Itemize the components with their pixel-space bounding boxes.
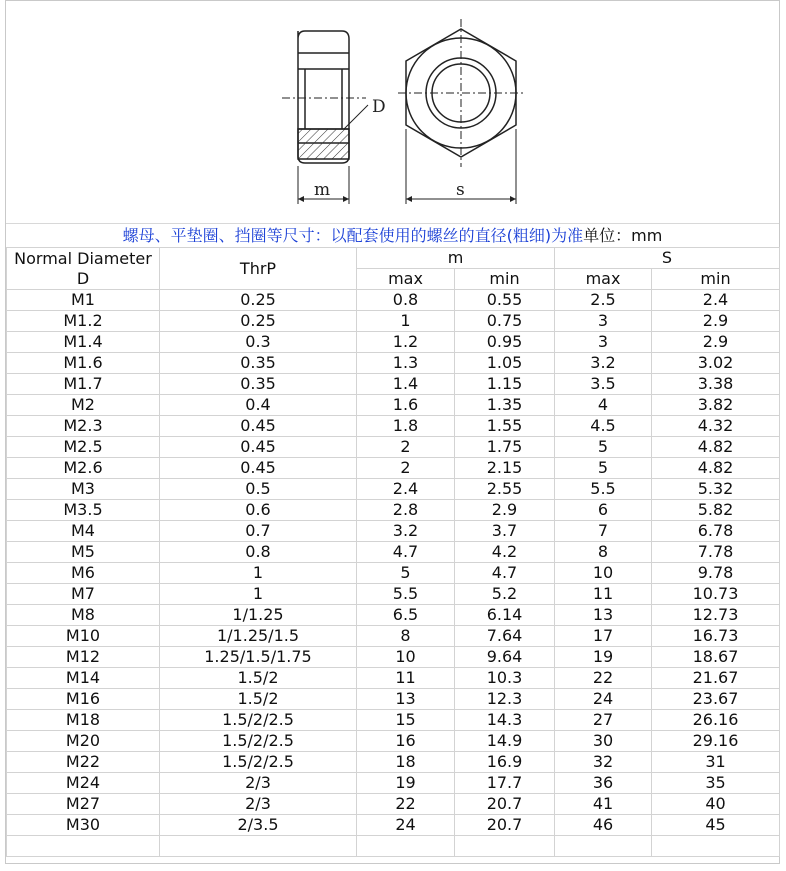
table-row — [7, 374, 780, 395]
cell-m-max: 4.7 — [357, 542, 455, 563]
cell-s-min: 21.67 — [652, 668, 780, 689]
cell-s-max: 2.5 — [555, 290, 652, 311]
cell-s-max: 32 — [555, 752, 652, 773]
table-row — [7, 458, 780, 479]
cell-s-max: 19 — [555, 647, 652, 668]
cell-thread-pitch: 0.25 — [160, 311, 357, 332]
cell-thread-pitch: 1.5/2/2.5 — [160, 710, 357, 731]
cell-m-min: 16.9 — [455, 752, 555, 773]
cell-s-min: 45 — [652, 815, 780, 836]
table-row — [7, 731, 780, 752]
cell-s-min: 12.73 — [652, 605, 780, 626]
cell-m-min: 1.35 — [455, 395, 555, 416]
table-row — [7, 689, 780, 710]
cell-m-max: 2 — [357, 437, 455, 458]
cell-m-min: 14.9 — [455, 731, 555, 752]
table-row — [7, 626, 780, 647]
cell-m-min: 14.3 — [455, 710, 555, 731]
cell-s-min: 3.38 — [652, 374, 780, 395]
cell-diameter: M30 — [7, 815, 160, 836]
cell-thread-pitch: 1.5/2/2.5 — [160, 752, 357, 773]
cell-diameter: M7 — [7, 584, 160, 605]
table-row — [7, 668, 780, 689]
cell-thread-pitch: 2/3 — [160, 773, 357, 794]
cell-diameter: M2.6 — [7, 458, 160, 479]
cell-m-max: 0.8 — [357, 290, 455, 311]
cell-m-max: 1.6 — [357, 395, 455, 416]
cell-m-min: 6.14 — [455, 605, 555, 626]
cell-s-max: 7 — [555, 521, 652, 542]
cell-s-min: 2.9 — [652, 311, 780, 332]
cell-m-max: 19 — [357, 773, 455, 794]
cell-m-max: 3.2 — [357, 521, 455, 542]
cell-thread-pitch: 0.45 — [160, 416, 357, 437]
cell-diameter: M1.4 — [7, 332, 160, 353]
cell-m-min: 10.3 — [455, 668, 555, 689]
nut-front-view — [398, 19, 526, 204]
cell-thread-pitch: 1 — [160, 584, 357, 605]
table-row — [7, 647, 780, 668]
cell-s-min: 7.78 — [652, 542, 780, 563]
cell-s-max: 5 — [555, 437, 652, 458]
cell-empty — [7, 836, 160, 857]
cell-diameter: M27 — [7, 794, 160, 815]
cell-diameter: M20 — [7, 731, 160, 752]
cell-s-min: 5.32 — [652, 479, 780, 500]
header-diameter: Normal Diameter D — [7, 248, 160, 290]
cell-empty — [357, 836, 455, 857]
cell-thread-pitch: 1/1.25/1.5 — [160, 626, 357, 647]
cell-m-max: 16 — [357, 731, 455, 752]
cell-m-max: 24 — [357, 815, 455, 836]
cell-thread-pitch: 0.35 — [160, 374, 357, 395]
cell-diameter: M6 — [7, 563, 160, 584]
cell-thread-pitch: 1/1.25 — [160, 605, 357, 626]
cell-m-min: 7.64 — [455, 626, 555, 647]
cell-s-max: 22 — [555, 668, 652, 689]
table-row — [7, 584, 780, 605]
nut-dimension-table — [6, 247, 780, 857]
cell-s-max: 6 — [555, 500, 652, 521]
cell-m-max: 1.8 — [357, 416, 455, 437]
cell-m-max: 8 — [357, 626, 455, 647]
cell-empty — [160, 836, 357, 857]
table-row — [7, 794, 780, 815]
table-row — [7, 416, 780, 437]
cell-s-max: 30 — [555, 731, 652, 752]
cell-diameter: M1.7 — [7, 374, 160, 395]
table-row — [7, 773, 780, 794]
cell-thread-pitch: 1.5/2 — [160, 668, 357, 689]
cell-m-min: 20.7 — [455, 794, 555, 815]
cell-s-min: 2.4 — [652, 290, 780, 311]
cell-diameter: M3 — [7, 479, 160, 500]
cell-m-max: 2.8 — [357, 500, 455, 521]
table-row — [7, 353, 780, 374]
cell-thread-pitch: 1.5/2 — [160, 689, 357, 710]
cell-m-min: 2.15 — [455, 458, 555, 479]
cell-m-min: 3.7 — [455, 521, 555, 542]
cell-s-min: 9.78 — [652, 563, 780, 584]
cell-diameter: M2.3 — [7, 416, 160, 437]
table-row — [7, 815, 780, 836]
cell-s-max: 5 — [555, 458, 652, 479]
cell-s-min: 23.67 — [652, 689, 780, 710]
cell-thread-pitch: 0.25 — [160, 290, 357, 311]
spec-sheet — [5, 0, 780, 864]
table-row — [7, 290, 780, 311]
cell-s-max: 11 — [555, 584, 652, 605]
header-s: S — [555, 248, 780, 269]
table-row — [7, 479, 780, 500]
cell-s-min: 6.78 — [652, 521, 780, 542]
cell-thread-pitch: 0.35 — [160, 353, 357, 374]
cell-s-min: 4.32 — [652, 416, 780, 437]
cell-s-min: 4.82 — [652, 437, 780, 458]
cell-thread-pitch: 0.45 — [160, 458, 357, 479]
cell-m-max: 10 — [357, 647, 455, 668]
cell-diameter: M4 — [7, 521, 160, 542]
table-row — [7, 605, 780, 626]
table-row — [7, 311, 780, 332]
cell-m-max: 1.4 — [357, 374, 455, 395]
cell-diameter: M3.5 — [7, 500, 160, 521]
cell-s-min: 26.16 — [652, 710, 780, 731]
cell-diameter: M1 — [7, 290, 160, 311]
cell-m-max: 5.5 — [357, 584, 455, 605]
cell-s-min: 40 — [652, 794, 780, 815]
cell-s-max: 13 — [555, 605, 652, 626]
cell-m-max: 11 — [357, 668, 455, 689]
cell-thread-pitch: 0.45 — [160, 437, 357, 458]
cell-m-min: 2.55 — [455, 479, 555, 500]
cell-m-max: 1 — [357, 311, 455, 332]
table-row — [7, 437, 780, 458]
header-m-min: min — [455, 269, 555, 290]
cell-diameter: M2 — [7, 395, 160, 416]
cell-m-max: 22 — [357, 794, 455, 815]
cell-thread-pitch: 0.5 — [160, 479, 357, 500]
cell-s-max: 3.2 — [555, 353, 652, 374]
cell-s-max: 4.5 — [555, 416, 652, 437]
cell-m-max: 6.5 — [357, 605, 455, 626]
cell-m-min: 9.64 — [455, 647, 555, 668]
cell-s-max: 41 — [555, 794, 652, 815]
cell-m-max: 13 — [357, 689, 455, 710]
label-m: m — [314, 180, 331, 200]
hex-nut-drawing — [6, 1, 779, 224]
cell-m-min: 1.55 — [455, 416, 555, 437]
cell-m-max: 1.2 — [357, 332, 455, 353]
cell-thread-pitch: 2/3.5 — [160, 815, 357, 836]
cell-s-min: 16.73 — [652, 626, 780, 647]
cell-m-min: 0.95 — [455, 332, 555, 353]
cell-thread-pitch: 0.7 — [160, 521, 357, 542]
cell-s-max: 8 — [555, 542, 652, 563]
header-row-1 — [7, 248, 780, 269]
cell-thread-pitch: 1 — [160, 563, 357, 584]
cell-s-max: 27 — [555, 710, 652, 731]
cell-diameter: M5 — [7, 542, 160, 563]
cell-thread-pitch: 0.8 — [160, 542, 357, 563]
cell-s-min: 29.16 — [652, 731, 780, 752]
cell-diameter: M1.2 — [7, 311, 160, 332]
table-row — [7, 752, 780, 773]
table-row — [7, 500, 780, 521]
table-row — [7, 710, 780, 731]
cell-thread-pitch: 1.25/1.5/1.75 — [160, 647, 357, 668]
table-row-empty — [7, 836, 780, 857]
cell-thread-pitch: 0.6 — [160, 500, 357, 521]
cell-m-max: 2 — [357, 458, 455, 479]
cell-m-min: 4.7 — [455, 563, 555, 584]
cell-diameter: M10 — [7, 626, 160, 647]
cell-diameter: M8 — [7, 605, 160, 626]
cell-s-max: 46 — [555, 815, 652, 836]
cell-s-min: 35 — [652, 773, 780, 794]
header-thread-pitch: ThrP — [160, 248, 357, 290]
cell-s-min: 31 — [652, 752, 780, 773]
table-row — [7, 563, 780, 584]
cell-m-min: 1.05 — [455, 353, 555, 374]
cell-diameter: M14 — [7, 668, 160, 689]
cell-s-max: 17 — [555, 626, 652, 647]
cell-m-min: 17.7 — [455, 773, 555, 794]
cell-m-min: 0.75 — [455, 311, 555, 332]
header-s-max: max — [555, 269, 652, 290]
cell-m-max: 15 — [357, 710, 455, 731]
cell-m-max: 18 — [357, 752, 455, 773]
cell-empty — [455, 836, 555, 857]
cell-s-max: 10 — [555, 563, 652, 584]
nut-side-view — [282, 31, 368, 204]
cell-empty — [652, 836, 780, 857]
table-row — [7, 395, 780, 416]
cell-diameter: M24 — [7, 773, 160, 794]
cell-m-max: 5 — [357, 563, 455, 584]
cell-m-min: 5.2 — [455, 584, 555, 605]
label-d: D — [372, 97, 386, 117]
cell-s-min: 10.73 — [652, 584, 780, 605]
cell-thread-pitch: 2/3 — [160, 794, 357, 815]
cell-diameter: M12 — [7, 647, 160, 668]
cell-thread-pitch: 0.3 — [160, 332, 357, 353]
table-row — [7, 332, 780, 353]
caption-note: 螺母、平垫圈、挡圈等尺寸：以配套使用的螺丝的直径(粗细)为准 — [122, 226, 584, 245]
cell-diameter: M16 — [7, 689, 160, 710]
table-caption — [6, 225, 779, 247]
cell-m-max: 2.4 — [357, 479, 455, 500]
cell-m-min: 12.3 — [455, 689, 555, 710]
cell-s-max: 4 — [555, 395, 652, 416]
header-m-max: max — [357, 269, 455, 290]
cell-s-min: 3.02 — [652, 353, 780, 374]
header-s-min: min — [652, 269, 780, 290]
cell-diameter: M22 — [7, 752, 160, 773]
table-row — [7, 521, 780, 542]
cell-s-min: 3.82 — [652, 395, 780, 416]
cell-m-min: 1.75 — [455, 437, 555, 458]
cell-s-min: 18.67 — [652, 647, 780, 668]
cell-s-max: 3.5 — [555, 374, 652, 395]
cell-thread-pitch: 1.5/2/2.5 — [160, 731, 357, 752]
cell-s-max: 5.5 — [555, 479, 652, 500]
cell-m-max: 1.3 — [357, 353, 455, 374]
cell-m-min: 1.15 — [455, 374, 555, 395]
cell-s-max: 3 — [555, 332, 652, 353]
cell-empty — [555, 836, 652, 857]
cell-m-min: 2.9 — [455, 500, 555, 521]
cell-m-min: 4.2 — [455, 542, 555, 563]
cell-s-min: 4.82 — [652, 458, 780, 479]
table-row — [7, 542, 780, 563]
cell-thread-pitch: 0.4 — [160, 395, 357, 416]
cell-diameter: M1.6 — [7, 353, 160, 374]
caption-unit: 单位：mm — [583, 226, 663, 245]
cell-s-max: 24 — [555, 689, 652, 710]
header-m: m — [357, 248, 555, 269]
cell-s-min: 5.82 — [652, 500, 780, 521]
label-s: s — [456, 180, 465, 200]
cell-diameter: M2.5 — [7, 437, 160, 458]
cell-m-min: 20.7 — [455, 815, 555, 836]
cell-m-min: 0.55 — [455, 290, 555, 311]
cell-diameter: M18 — [7, 710, 160, 731]
cell-s-min: 2.9 — [652, 332, 780, 353]
cell-s-max: 36 — [555, 773, 652, 794]
cell-s-max: 3 — [555, 311, 652, 332]
